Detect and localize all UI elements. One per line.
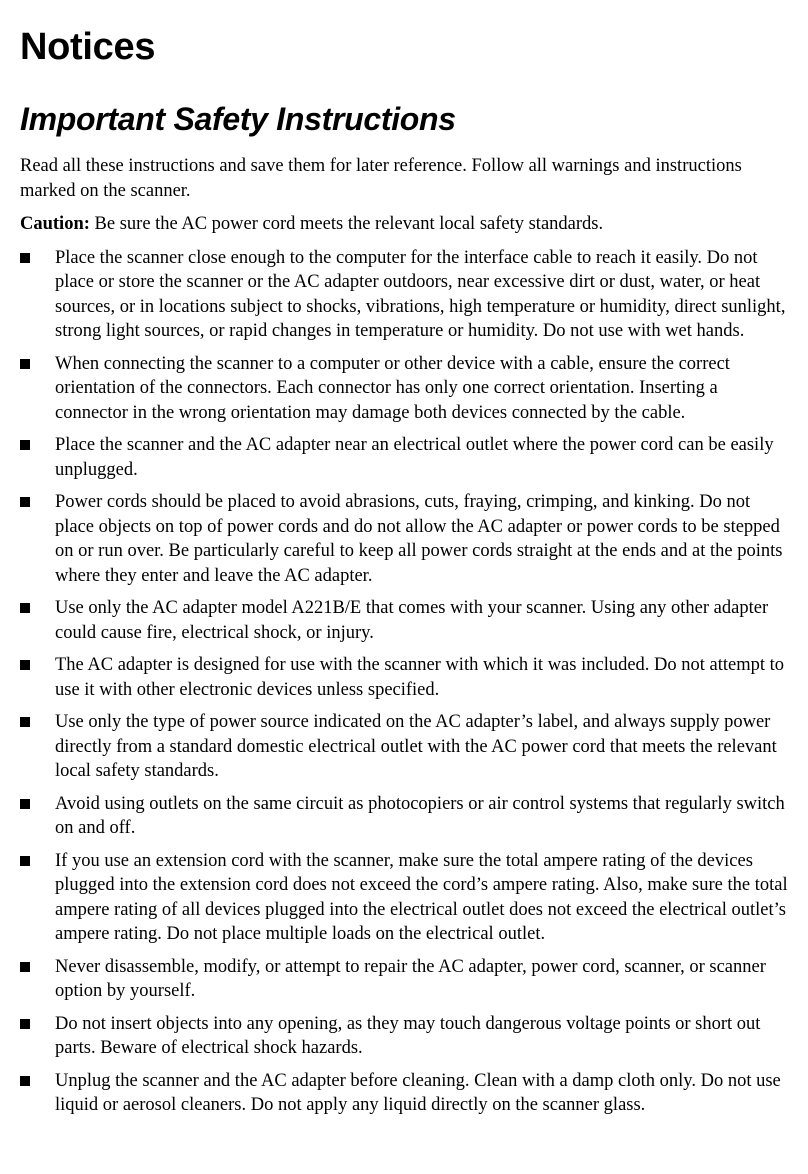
list-item xyxy=(20,433,792,482)
list-item xyxy=(20,596,792,645)
list-item xyxy=(20,490,792,588)
square-bullet-icon xyxy=(20,359,30,369)
list-item-text: Power cords should be placed to avoid abrasions, cuts, fraying, crimping, and kinking. Do not place objects on top of power cords and do not allow the AC adapter or power cords to be stepped on or run over. Be particularly careful to keep all power cords straight at the ends and at the points where they enter and leave the AC adapter. xyxy=(55,492,783,586)
square-bullet-icon xyxy=(20,856,30,866)
list-item-text: Do not insert objects into any opening, as they may touch dangerous voltage points or short out parts. Beware of electrical shock hazards. xyxy=(55,1013,761,1058)
list-item-text: Unplug the scanner and the AC adapter before cleaning. Clean with a damp cloth only. Do not use liquid or aerosol cleaners. Do not apply any liquid directly on the scanner glass. xyxy=(55,1070,781,1115)
list-item xyxy=(20,653,792,702)
square-bullet-icon xyxy=(20,717,30,727)
intro-paragraph: Read all these instructions and save them for later reference. Follow all warnings and instructions marked on the scanner. xyxy=(20,156,742,201)
chapter-title: Notices xyxy=(20,26,156,68)
square-bullet-icon xyxy=(20,660,30,670)
safety-instructions-list xyxy=(20,246,792,1118)
list-item-text: Place the scanner and the AC adapter near an electrical outlet where the power cord can be easily unplugged. xyxy=(55,435,774,480)
list-item xyxy=(20,792,792,841)
square-bullet-icon xyxy=(20,253,30,263)
list-item-text: Use only the type of power source indicated on the AC adapter’s label, and always supply power directly from a standard domestic electrical outlet with the AC power cord that meets the relevant local safety standards. xyxy=(55,712,777,781)
list-item-text: The AC adapter is designed for use with the scanner with which it was included. Do not attempt to use it with other electronic devices unless specified. xyxy=(55,655,785,700)
square-bullet-icon xyxy=(20,1019,30,1029)
list-item-text: Use only the AC adapter model A221B/E that comes with your scanner. Using any other adapter could cause fire, electrical shock, or injury. xyxy=(55,598,769,643)
list-item-text: Avoid using outlets on the same circuit as photocopiers or air control systems that regularly switch on and off. xyxy=(55,793,785,838)
list-item xyxy=(20,1069,792,1118)
square-bullet-icon xyxy=(20,440,30,450)
list-item-text: Never disassemble, modify, or attempt to repair the AC adapter, power cord, scanner, or scanner option by yourself. xyxy=(55,956,766,1001)
list-item xyxy=(20,352,792,426)
list-item xyxy=(20,849,792,947)
square-bullet-icon xyxy=(20,497,30,507)
list-item xyxy=(20,710,792,784)
list-item-text: If you use an extension cord with the scanner, make sure the total ampere rating of the devices plugged into the extension cord does not exceed the cord’s ampere rating. Also, make sure the total ampere rating of all devices plugged into the electrical outlet does not exceed the electrical outlet’s ampere rating. Do not place multiple loads on the electrical outlet. xyxy=(55,850,788,944)
square-bullet-icon xyxy=(20,962,30,972)
caution-label: Caution: xyxy=(20,214,90,234)
list-item xyxy=(20,955,792,1004)
list-item-text: Place the scanner close enough to the computer for the interface cable to reach it easily. Do not place or store the scanner or the AC adapter outdoors, near excessive dirt or dust, water, or heat sources, or in locations subject to shocks, vibrations, high temperature or humidity, direct sunlight, strong light sources, or rapid changes in temperature or humidity. Do not use with wet hands. xyxy=(55,247,786,341)
caution-text: Be sure the AC power cord meets the relevant local safety standards. xyxy=(94,214,604,234)
square-bullet-icon xyxy=(20,1076,30,1086)
list-item xyxy=(20,1012,792,1061)
square-bullet-icon xyxy=(20,603,30,613)
document-page xyxy=(20,0,792,1126)
square-bullet-icon xyxy=(20,799,30,809)
caution-paragraph xyxy=(20,212,792,237)
section-title: Important Safety Instructions xyxy=(20,101,456,137)
list-item-text: When connecting the scanner to a computer or other device with a cable, ensure the correct orientation of the connectors. Each connector has only one correct orientation. Inserting a connector in the wrong orientation may damage both devices connected by the cable. xyxy=(55,353,730,423)
list-item xyxy=(20,246,792,344)
